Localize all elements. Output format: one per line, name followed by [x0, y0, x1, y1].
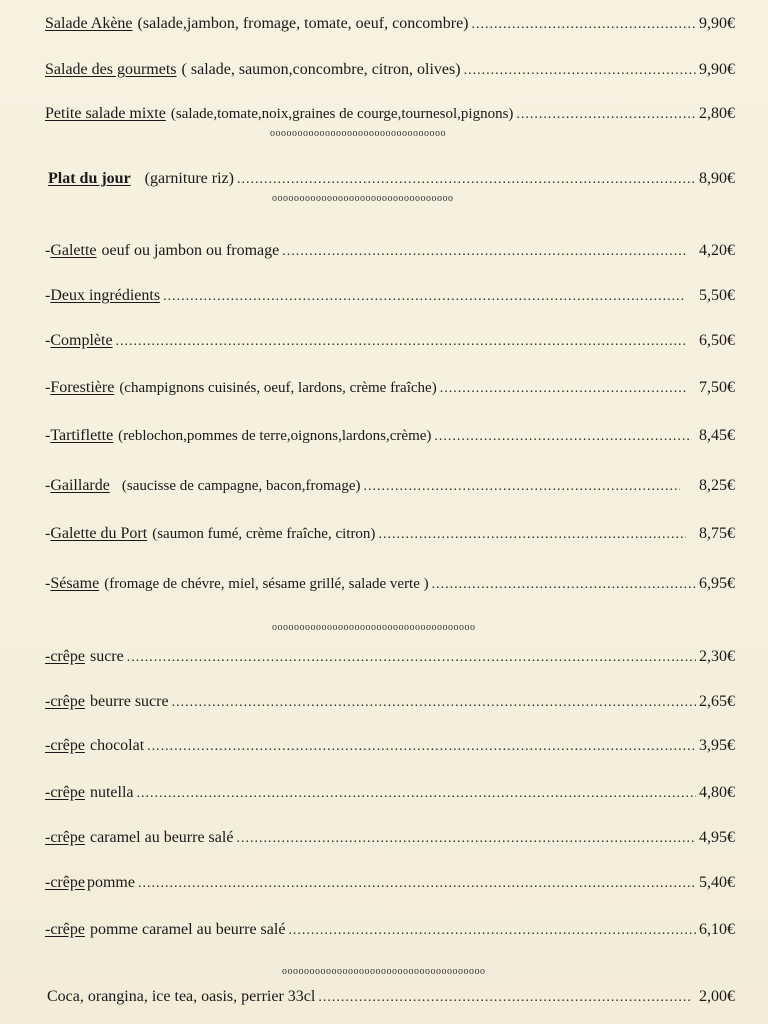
leader-dots [318, 990, 690, 1006]
menu-item-salade-gourmets [45, 61, 735, 87]
leader-dots [464, 63, 696, 79]
item-name: Plat du jour [48, 170, 131, 187]
item-description: nutella [89, 784, 134, 801]
item-prefix: - [45, 379, 51, 396]
item-name: Petite salade mixte [45, 105, 166, 122]
item-price: 8,45€ [699, 427, 735, 444]
item-description: ( salade, saumon,concombre, citron, olives) [181, 61, 461, 78]
item-price: 4,20€ [699, 242, 735, 259]
item-price: 9,90€ [699, 15, 735, 32]
item-price: 6,10€ [699, 921, 735, 938]
item-price: 7,50€ [699, 379, 735, 396]
menu-item-salade-akene [45, 15, 735, 41]
leader-dots [364, 479, 681, 495]
section-separator: oooooooooooooooooooooooooooooooo [270, 128, 446, 139]
item-description: oeuf ou jambon ou fromage [101, 242, 280, 259]
leader-dots [138, 876, 696, 892]
item-description: (saucisse de campagne, bacon,fromage) [121, 478, 361, 494]
item-prefix: - [45, 242, 51, 259]
item-price: 2,80€ [699, 105, 735, 122]
item-prefix: - [45, 287, 51, 304]
item-prefix: - [45, 575, 51, 592]
item-price: 8,90€ [699, 170, 735, 187]
item-description: chocolat [89, 737, 145, 754]
item-name: Salade Akène [45, 15, 133, 32]
item-name: Deux ingrédients [50, 287, 161, 304]
leader-dots [432, 577, 696, 593]
item-description: (salade,jambon, fromage, tomate, oeuf, concombre) [137, 15, 469, 32]
menu-item-crepe-chocolat [45, 737, 735, 763]
menu-item-drinks [47, 988, 735, 1014]
item-price: 5,40€ [699, 874, 735, 891]
item-price: 2,30€ [699, 648, 735, 665]
leader-dots [147, 739, 696, 755]
menu-item-sesame [45, 575, 735, 601]
item-name: -crêpe [45, 784, 85, 801]
item-description: (fromage de chévre, miel, sésame grillé, salade verte ) [104, 576, 429, 592]
item-name: Tartiflette [50, 427, 114, 444]
item-name: -crêpe [45, 829, 85, 846]
item-name: Forestière [50, 379, 115, 396]
menu-item-complete [45, 332, 735, 358]
item-description: beurre sucre [89, 693, 169, 710]
item-description: (reblochon,pommes de terre,oignons,lardons,crème) [118, 428, 432, 444]
leader-dots [172, 695, 696, 711]
leader-dots [288, 923, 696, 939]
item-price: 5,50€ [699, 287, 735, 304]
item-description: pomme caramel au beurre salé [89, 921, 286, 938]
item-name: -crêpe [45, 693, 85, 710]
item-price: 2,65€ [699, 693, 735, 710]
item-price: 6,50€ [699, 332, 735, 349]
item-name: Salade des gourmets [45, 61, 177, 78]
menu-item-galette-du-port [45, 525, 735, 551]
menu-item-crepe-sucre [45, 648, 735, 674]
item-name: -crêpe [45, 737, 85, 754]
leader-dots [472, 17, 696, 33]
item-prefix: - [45, 427, 51, 444]
leader-dots [440, 381, 686, 397]
item-name: Coca, orangina, ice tea, oasis, perrier 33cl [47, 988, 316, 1005]
section-separator: ooooooooooooooooooooooooooooooooooooo [272, 622, 476, 633]
menu-item-tartiflette [45, 427, 735, 453]
item-description: pomme [86, 874, 135, 891]
item-price: 4,80€ [699, 784, 735, 801]
leader-dots [282, 244, 686, 260]
section-separator: ooooooooooooooooooooooooooooooooo [272, 193, 454, 204]
leader-dots [516, 107, 696, 123]
leader-dots [378, 527, 686, 543]
menu-item-crepe-beurre-sucre [45, 693, 735, 719]
item-description: (salade,tomate,noix,graines de courge,tournesol,pignons) [170, 106, 514, 122]
item-description: (saumon fumé, crème fraîche, citron) [152, 526, 376, 542]
item-name: Complète [50, 332, 113, 349]
leader-dots [163, 289, 686, 305]
item-name: Galette [50, 242, 97, 259]
item-name: -crêpe [45, 921, 85, 938]
item-description: caramel au beurre salé [89, 829, 234, 846]
menu-item-forestiere [45, 379, 735, 405]
item-prefix: - [45, 332, 51, 349]
leader-dots [116, 334, 686, 350]
menu-item-crepe-pomme [45, 874, 735, 900]
menu-item-galette [45, 242, 735, 268]
item-name: -crêpe [45, 874, 85, 891]
section-separator: ooooooooooooooooooooooooooooooooooooo [282, 966, 486, 977]
item-price: 8,75€ [699, 525, 735, 542]
item-price: 4,95€ [699, 829, 735, 846]
item-name: Gaillarde [50, 477, 110, 494]
item-description: sucre [89, 648, 124, 665]
menu-item-gaillarde [45, 477, 735, 503]
item-prefix: - [45, 477, 51, 494]
leader-dots [137, 786, 696, 802]
item-price: 3,95€ [699, 737, 735, 754]
item-price: 6,95€ [699, 575, 735, 592]
leader-dots [434, 429, 692, 445]
leader-dots [237, 172, 696, 188]
leader-dots [236, 831, 696, 847]
item-prefix: - [45, 525, 51, 542]
item-price: 9,90€ [699, 61, 735, 78]
menu-item-crepe-caramel [45, 829, 735, 855]
item-name: Galette du Port [50, 525, 148, 542]
item-name: Sésame [50, 575, 100, 592]
item-price: 2,00€ [699, 988, 735, 1005]
menu-item-crepe-nutella [45, 784, 735, 810]
leader-dots [127, 650, 696, 666]
item-description: (garniture riz) [144, 170, 234, 187]
menu-item-crepe-pomme-caramel [45, 921, 735, 947]
item-name: -crêpe [45, 648, 85, 665]
item-description: (champignons cuisinés, oeuf, lardons, crème fraîche) [119, 380, 437, 396]
menu-item-deux-ingredients [45, 287, 735, 313]
item-price: 8,25€ [699, 477, 735, 494]
